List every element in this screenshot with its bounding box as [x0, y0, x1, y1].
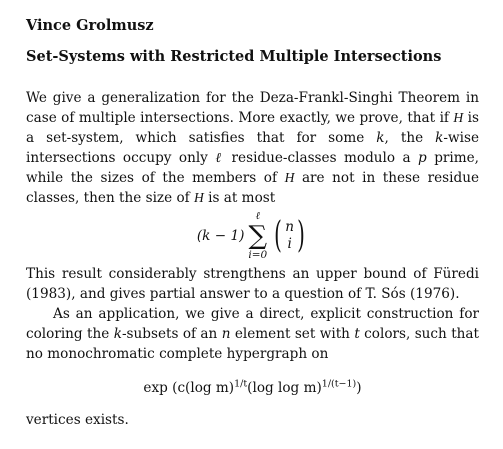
binomial-bottom: i: [287, 236, 292, 252]
text-run: is at most: [203, 190, 276, 206]
formula-prefix: (k − 1): [196, 228, 245, 244]
math-k: k: [113, 326, 122, 342]
formula-exp: [26, 378, 479, 398]
text-run: residue-classes modulo a: [224, 150, 419, 166]
abstract-paragraph-2: This result considerably strengthens an upper bound of Füredi (1983), and gives partial answer to a question of T. Sós (1976).: [26, 266, 479, 302]
math-n: n: [221, 326, 231, 342]
math-set-h: H: [284, 170, 295, 185]
math-set-h: H: [194, 190, 204, 205]
sigma-symbol: ∑: [248, 221, 268, 251]
left-paren: (: [274, 215, 283, 256]
formula-exponent: 1/t: [234, 378, 248, 390]
math-k: k: [435, 130, 444, 146]
author-name: Vince Grolmusz: [26, 17, 154, 34]
sum-expression: [197, 208, 308, 264]
math-set-h: H: [453, 110, 464, 125]
text-run: As an application, we give a direct, explicit construction for coloring the: [26, 306, 479, 342]
math-ell: ℓ: [215, 150, 225, 166]
text-run: is a set-system, which satisfies that for some: [26, 110, 479, 146]
abstract-paragraph-3: [26, 304, 479, 364]
math-k: k: [376, 130, 385, 146]
text-run: are not in these residue classes, then the size of: [26, 170, 479, 206]
text-run: prime, while the sizes of the members of: [26, 150, 479, 186]
text-run: We give a generalization for the Deza-Frankl-Singhi Theorem in case of multiple intersections. More exactly, we prove, that if: [26, 90, 479, 126]
math-t: t: [354, 326, 360, 342]
formula-part: ): [356, 380, 362, 396]
formula-part: (log log m): [247, 380, 322, 396]
math-p: p: [418, 150, 427, 166]
right-paren: ): [297, 215, 305, 256]
text-run: , the: [384, 130, 436, 146]
binomial-coefficient: [271, 216, 308, 256]
paper-title: Set-Systems with Restricted Multiple Intersections: [26, 48, 442, 65]
sum-upper-limit: ℓ: [255, 210, 261, 222]
abstract: [26, 88, 479, 430]
text-run: -subsets of an: [121, 326, 222, 342]
text-run: colors, such that no monochromatic complete hypergraph on: [26, 326, 479, 362]
text-run: -wise intersections occupy only: [26, 130, 479, 166]
formula-bound: [26, 208, 479, 264]
formula-exponent: 1/(t−1): [321, 378, 357, 390]
sum-lower-limit: i=0: [248, 249, 268, 261]
abstract-paragraph-1: [26, 88, 479, 208]
text-run: element set with: [230, 326, 355, 342]
abstract-paragraph-4: vertices exists.: [26, 412, 129, 428]
formula-part: exp (c(log m): [143, 380, 235, 396]
binomial-top: n: [285, 219, 295, 235]
binomial-inner: [285, 219, 294, 253]
summation: [248, 211, 267, 261]
